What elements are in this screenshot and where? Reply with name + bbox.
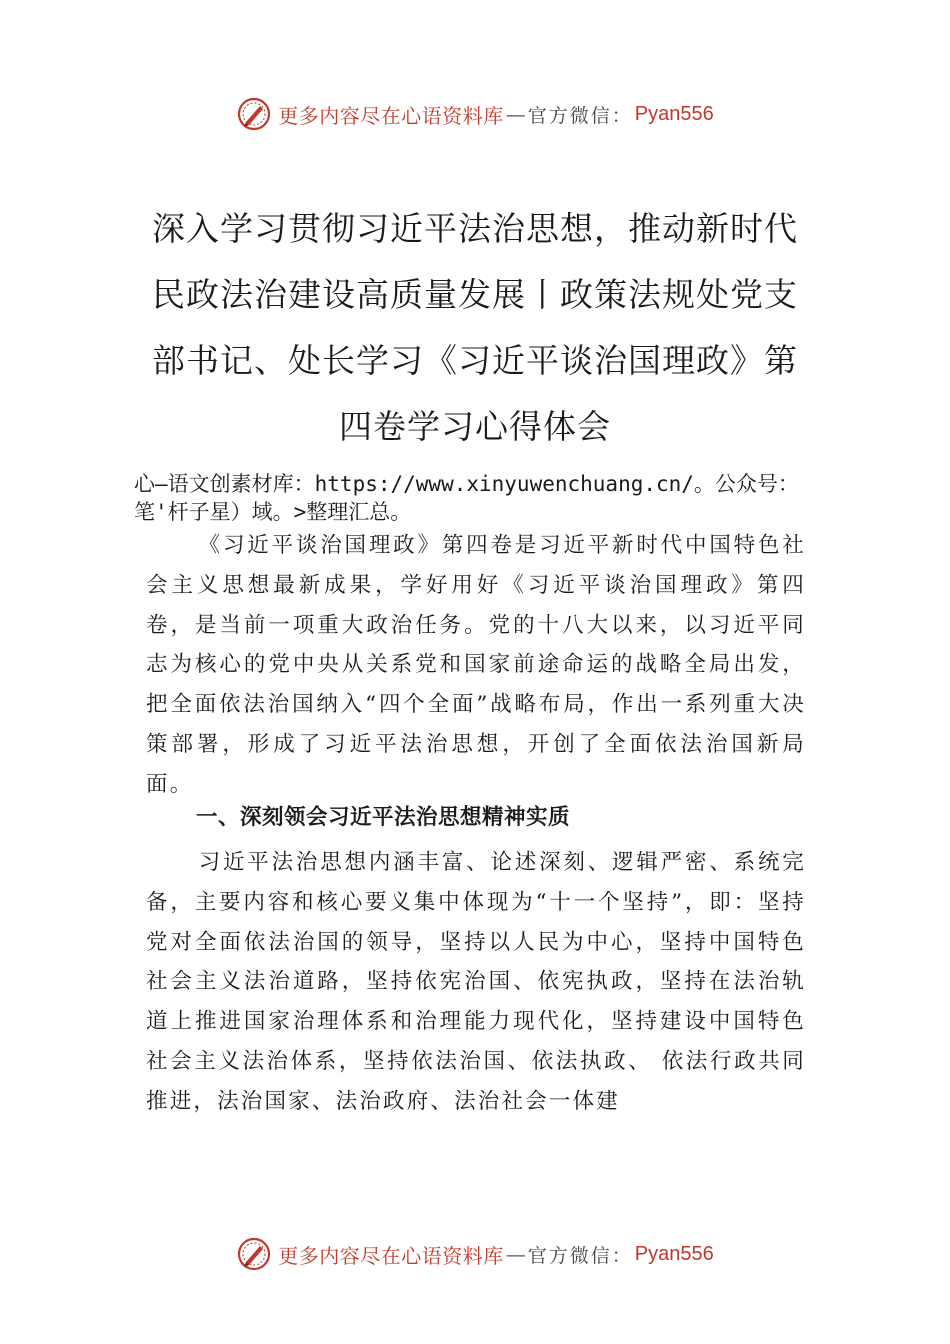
- banner-wechat-id: Pyan556: [634, 102, 714, 125]
- banner-dash: —: [505, 102, 526, 126]
- body-paragraph-1-text: 《习近平谈治国理政》第四卷是习近平新时代中国特色社会主义思想最新成果，学好用好《习近平谈治国理政》第四卷，是当前一项重大政治任务。党的十八大以来，以习近平同志为核心的党中央从关系党和国家前途命运的战略全局出发，把全面依法治国纳入“四个全面”战略布局，作出一系列重大决策部署，形成了习近平法治思想，开创了全面依法治国新局面。: [146, 533, 806, 797]
- document-title: 深入学习贯彻习近平法治思想，推动新时代民政法治建设高质量发展丨政策法规处党支部书记、处长学习《习近平谈治国理政》第四卷学习心得体会: [152, 209, 798, 446]
- banner-site-name: 更多内容尽在心语资料库: [278, 103, 504, 128]
- pen-seal-logo-icon: [236, 1236, 272, 1272]
- banner-site-name: 更多内容尽在心语资料库: [278, 1243, 504, 1268]
- header-watermark-banner: [0, 92, 950, 136]
- section-heading-1: 一、深刻领会习近平法治思想精神实质: [196, 805, 571, 830]
- body-paragraph-1: [146, 526, 806, 805]
- footer-watermark-banner: [0, 1232, 950, 1276]
- banner-dash: —: [505, 1242, 526, 1266]
- pen-seal-logo-icon: [236, 96, 272, 132]
- banner-wechat-label: 官方微信：: [527, 104, 633, 127]
- body-paragraph-2: [146, 843, 806, 1122]
- banner-wechat-label: 官方微信：: [527, 1244, 633, 1267]
- banner-wechat-id: Pyan556: [634, 1242, 714, 1265]
- source-line: 心—语文创素材库：https://www.xinyuwenchuang.cn/。公众号：笔'杆子星）域。>整理汇总。: [134, 472, 799, 524]
- body-paragraph-2-text: 习近平法治思想内涵丰富、论述深刻、逻辑严密、系统完备，主要内容和核心要义集中体现为“十一个坚持”，即：坚持党对全面依法治国的领导，坚持以人民为中心，坚持中国特色社会主义法治道路，坚持依宪治国、依宪执政，坚持在法治轨道上推进国家治理体系和治理能力现代化，坚持建设中国特色社会主义法治体系，坚持依法治国、依法执政、 依法行政共同推进，法治国家、法治政府、法治社会一体建: [146, 850, 806, 1114]
